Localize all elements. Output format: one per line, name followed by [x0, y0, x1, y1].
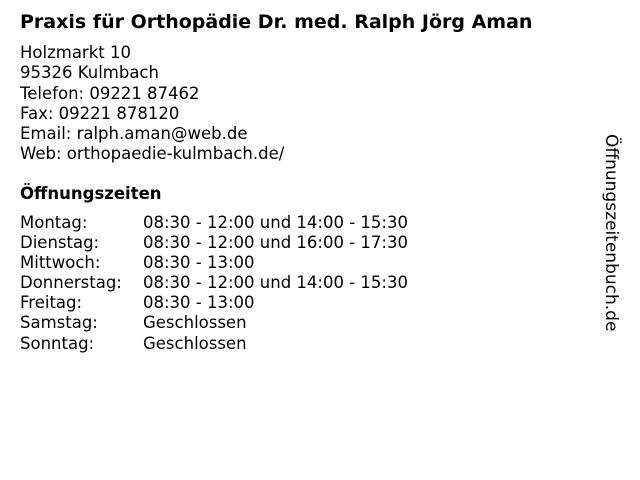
address-city: 95326 Kulmbach [20, 63, 159, 83]
hours-day: Dienstag: [20, 233, 100, 253]
hours-time: 08:30 - 13:00 [143, 253, 255, 273]
page-title: Praxis für Orthopädie Dr. med. Ralph Jörg Aman [20, 11, 533, 33]
hours-day: Montag: [20, 213, 88, 232]
hours-day: Samstag: [20, 313, 98, 333]
hours-day: Donnerstag: [20, 273, 122, 293]
hours-day: Mittwoch: [20, 253, 101, 273]
hours-time: Geschlossen [143, 313, 247, 333]
hours-time: 08:30 - 12:00 und 14:00 - 15:30 [143, 213, 408, 232]
address-street: Holzmarkt 10 [20, 43, 131, 62]
website-address: Web: orthopaedie-kulmbach.de/ [20, 144, 285, 164]
hours-day: Sonntag: [20, 333, 95, 353]
hours-day: Freitag: [20, 293, 83, 313]
email-address: Email: ralph.aman@web.de [20, 124, 248, 144]
hours-time: 08:30 - 12:00 und 16:00 - 17:30 [143, 233, 408, 253]
contact-block [20, 43, 284, 165]
phone-number: Telefon: 09221 87462 [20, 83, 200, 103]
site-watermark: Öffnungszeitenbuch.de [601, 134, 621, 332]
fax-number: Fax: 09221 878120 [20, 103, 180, 123]
opening-hours-heading: Öffnungszeiten [20, 184, 162, 203]
hours-time: 08:30 - 13:00 [143, 293, 255, 313]
hours-time: Geschlossen [143, 333, 247, 353]
hours-time: 08:30 - 12:00 und 14:00 - 15:30 [143, 273, 408, 293]
